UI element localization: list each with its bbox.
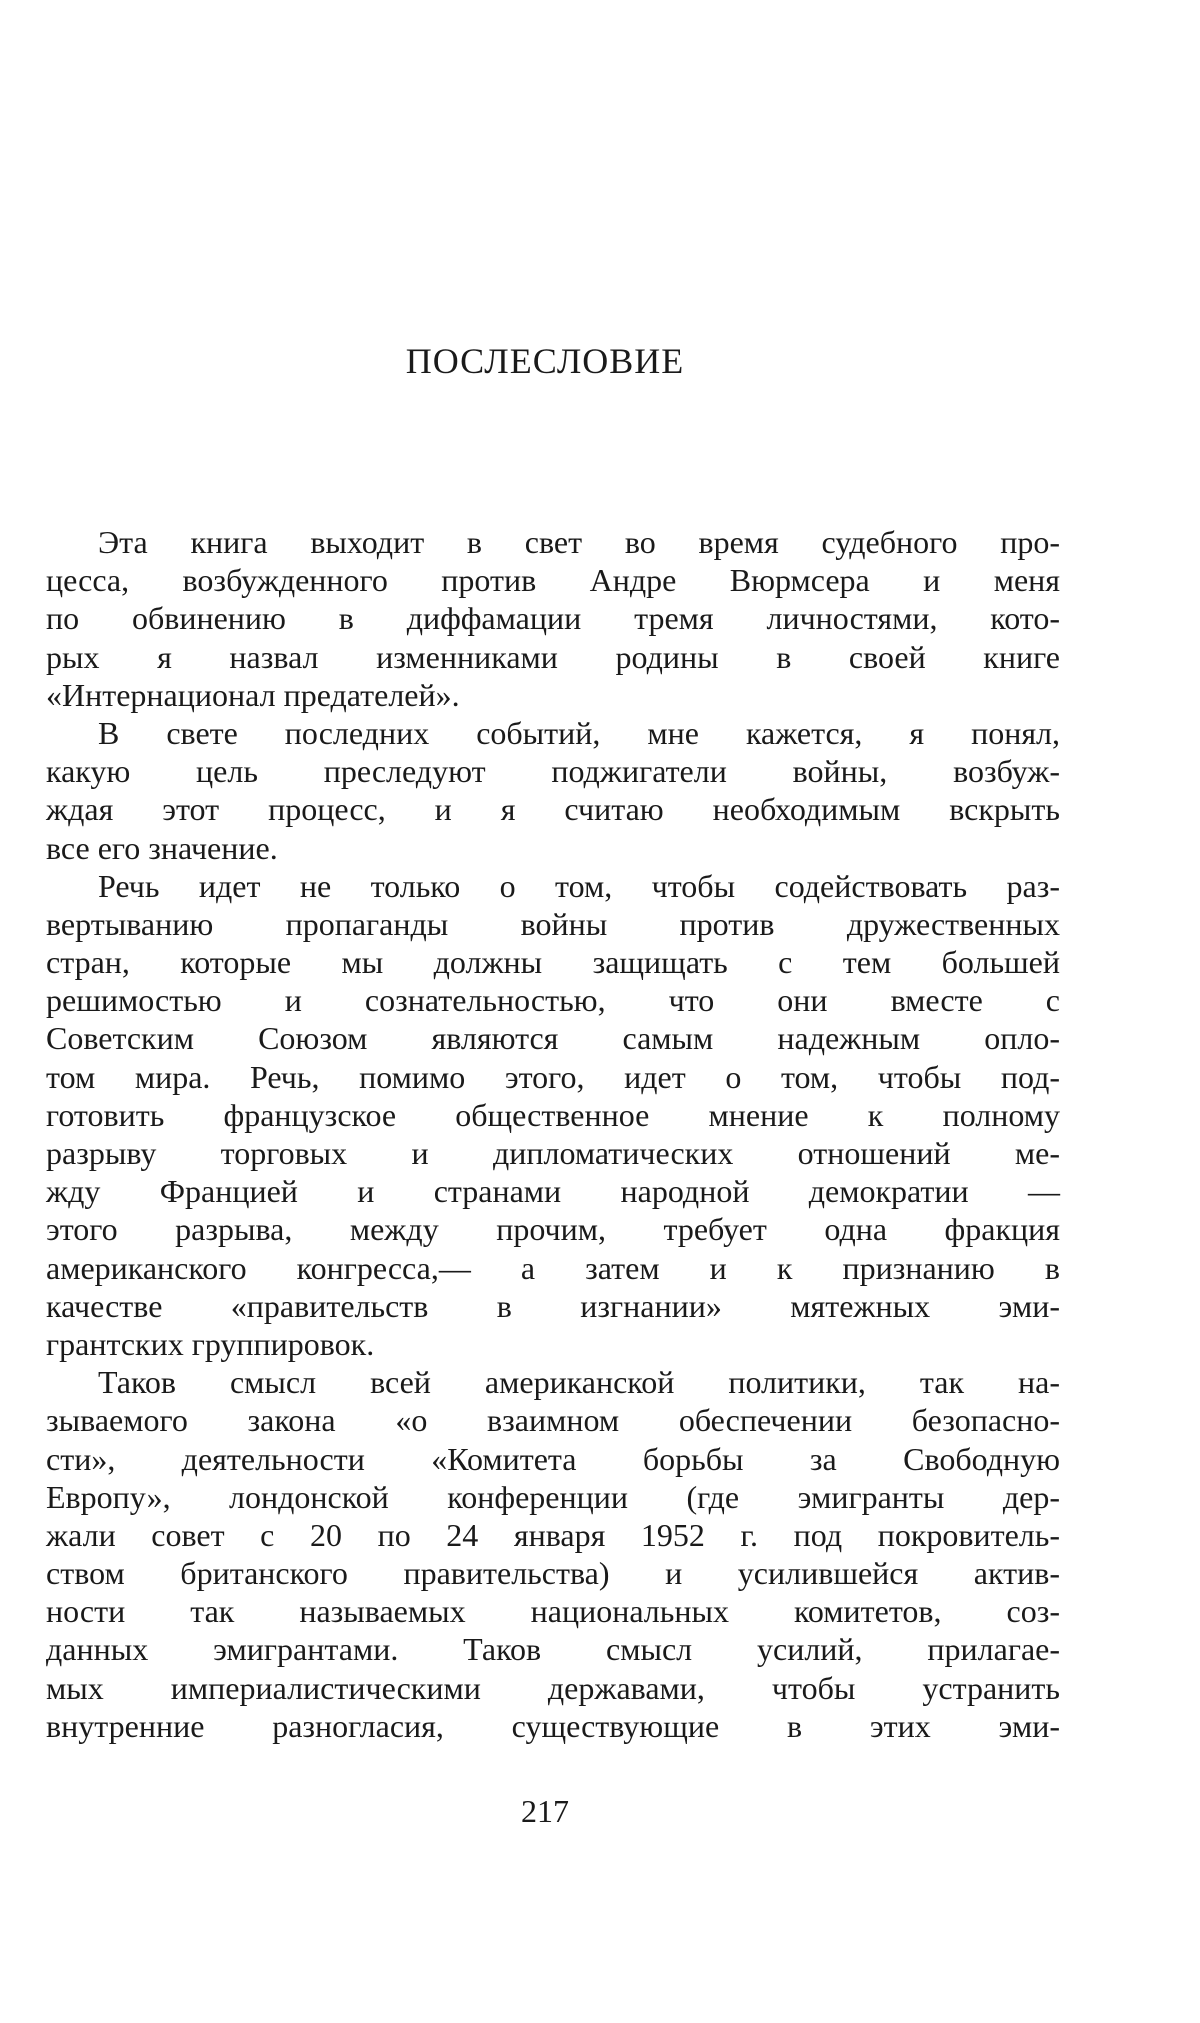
text-line: цесса, возбужденного против Андре Вюрмсера и меня bbox=[46, 562, 1060, 599]
text-line: вертыванию пропаганды войны против дружественных bbox=[46, 905, 1060, 942]
text-line: все его значение. bbox=[46, 829, 278, 866]
text-line: внутренние разногласия, существующие в этих эми- bbox=[46, 1707, 1060, 1744]
text-line: американского конгресса,— а затем и к признанию в bbox=[46, 1249, 1060, 1286]
text-line: «Интернационал предателей». bbox=[46, 676, 460, 713]
paragraph bbox=[46, 523, 1060, 714]
text-line: данных эмигрантами. Таков смысл усилий, прилагае- bbox=[46, 1631, 1060, 1668]
text-line: жали совет с 20 по 24 января 1952 г. под покровитель- bbox=[46, 1516, 1060, 1553]
text-line: жду Францией и странами народной демократии — bbox=[46, 1173, 1060, 1210]
text-line: ством британского правительства) и усилившейся актив- bbox=[46, 1555, 1060, 1592]
text-line: Европу», лондонской конференции (где эмигранты дер- bbox=[46, 1478, 1060, 1515]
text-line: мых империалистическими державами, чтобы устранить bbox=[46, 1669, 1060, 1706]
text-line: Таков смысл всей американской политики, так на- bbox=[98, 1364, 1060, 1401]
text-line: ности так называемых национальных комитетов, соз- bbox=[46, 1593, 1060, 1630]
text-line: по обвинению в диффамации тремя личностями, кото- bbox=[46, 600, 1060, 637]
text-line: решимостью и сознательностью, что они вместе с bbox=[46, 982, 1060, 1019]
text-line: Речь идет не только о том, чтобы содействовать раз- bbox=[98, 867, 1060, 904]
text-line: В свете последних событий, мне кажется, я понял, bbox=[98, 714, 1060, 751]
text-line: какую цель преследуют поджигатели войны, возбуж- bbox=[46, 753, 1060, 790]
text-line: разрыву торговых и дипломатических отношений ме- bbox=[46, 1135, 1060, 1171]
text-line: рых я назвал изменниками родины в своей книге bbox=[46, 638, 1060, 675]
text-line: стран, которые мы должны защищать с тем большей bbox=[46, 944, 1060, 981]
body-text bbox=[46, 523, 1060, 1745]
paragraph bbox=[46, 714, 1060, 867]
text-line: сти», деятельности «Комитета борьбы за Свободную bbox=[46, 1440, 1060, 1477]
text-line: Эта книга выходит в свет во время судебного про- bbox=[98, 524, 1060, 560]
text-line: качестве «правительств в изгнании» мятежных эми- bbox=[46, 1287, 1060, 1324]
text-line: Советским Союзом являются самым надежным опло- bbox=[46, 1020, 1060, 1057]
text-line: готовить французское общественное мнение к полному bbox=[46, 1096, 1060, 1133]
text-line: зываемого закона «о взаимном обеспечении безопасно- bbox=[46, 1402, 1060, 1439]
text-line: ждая этот процесс, и я считаю необходимым вскрыть bbox=[46, 791, 1060, 828]
paragraph bbox=[46, 1363, 1060, 1745]
paragraph bbox=[46, 867, 1060, 1363]
text-line: грантских группировок. bbox=[46, 1325, 375, 1362]
page-number: 217 bbox=[521, 1793, 569, 1829]
text-line: этого разрыва, между прочим, требует одна фракция bbox=[46, 1211, 1060, 1248]
text-line: том мира. Речь, помимо этого, идет о том, чтобы под- bbox=[46, 1058, 1060, 1095]
chapter-title: ПОСЛЕСЛОВИЕ bbox=[405, 341, 685, 381]
